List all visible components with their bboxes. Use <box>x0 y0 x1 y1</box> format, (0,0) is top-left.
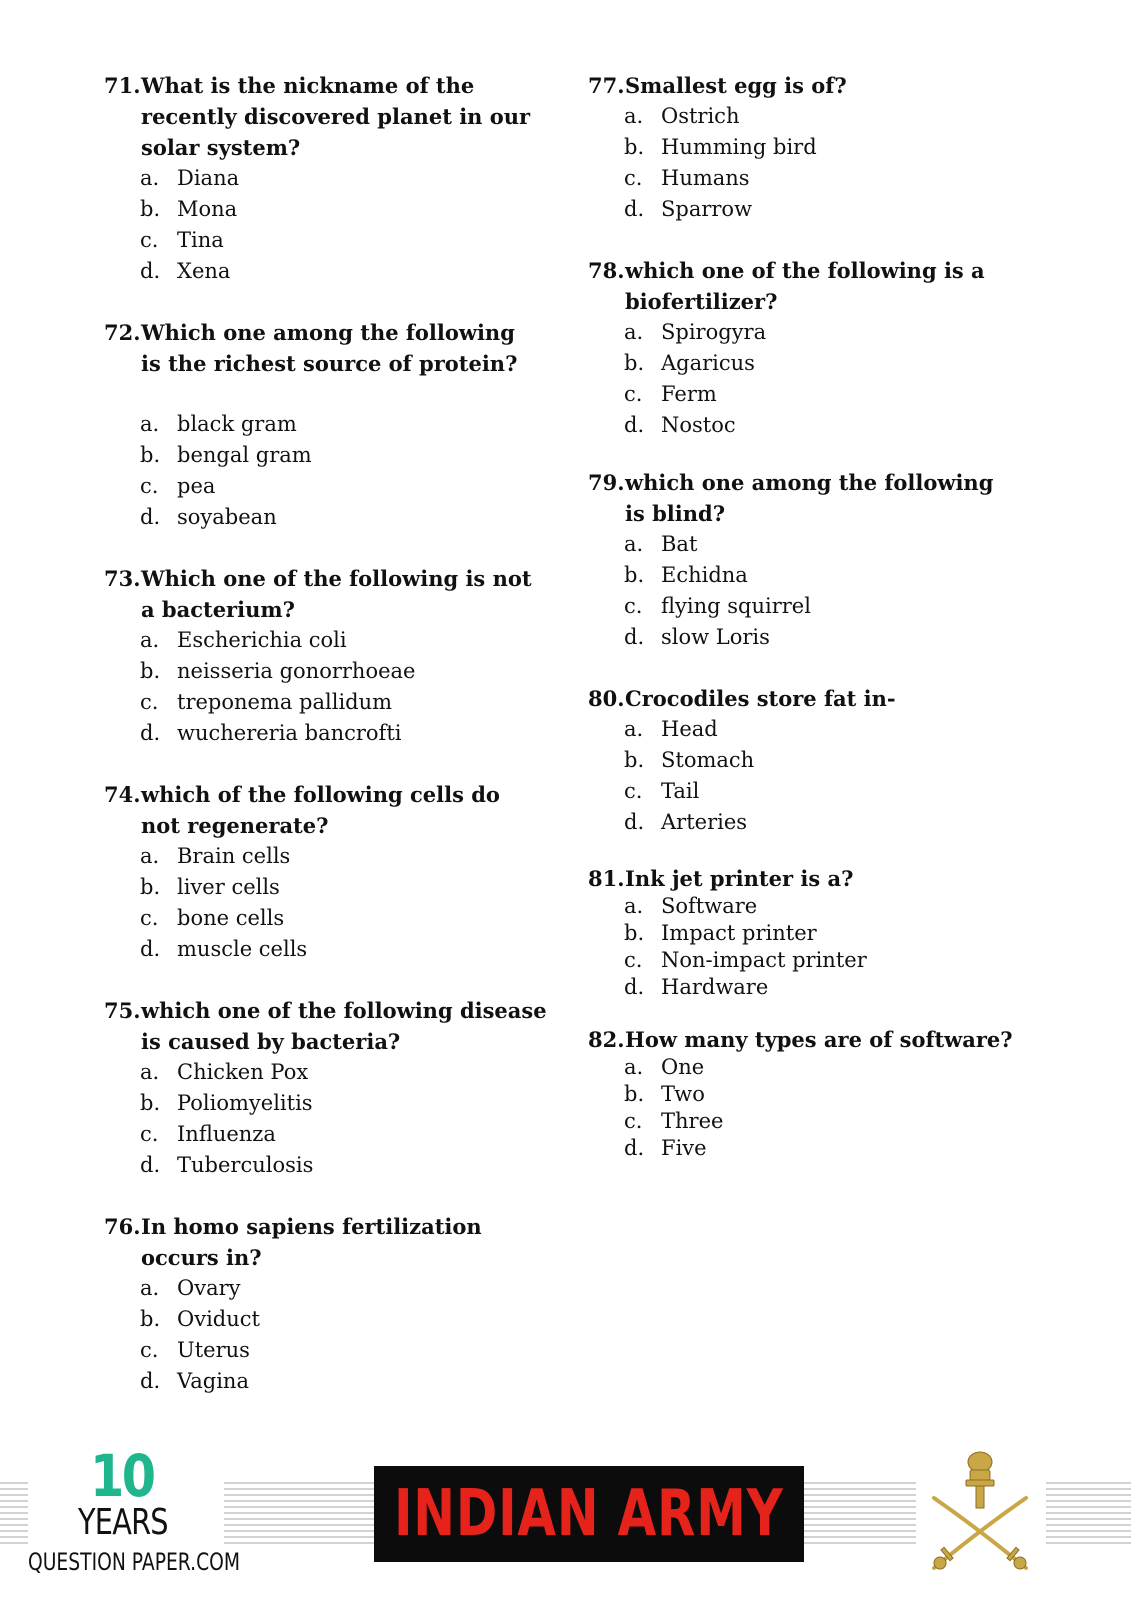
option-b <box>624 348 1028 379</box>
option-c <box>140 903 564 934</box>
option-text: One <box>661 1055 705 1079</box>
question-71 <box>104 70 564 287</box>
question-title <box>104 779 564 841</box>
option-d <box>624 194 1028 225</box>
question-number: 79. <box>588 470 625 495</box>
option-b <box>140 1088 564 1119</box>
question-text: Which one among the following is the richest source of protein? <box>141 320 518 376</box>
option-letter: d. <box>624 810 645 834</box>
question-text: which of the following cells do not regenerate? <box>141 782 500 838</box>
question-76 <box>104 1211 564 1397</box>
option-d <box>624 1135 1028 1162</box>
option-text: Stomach <box>661 748 755 772</box>
logo-site: QUESTION PAPER.COM <box>28 1548 241 1576</box>
option-c <box>624 379 1028 410</box>
option-d <box>140 934 564 965</box>
option-letter: d. <box>140 721 161 745</box>
option-letter: d. <box>624 197 645 221</box>
option-letter: c. <box>624 382 643 406</box>
option-text: Tina <box>177 228 224 252</box>
option-letter: c. <box>140 690 159 714</box>
option-text: Impact printer <box>661 921 817 945</box>
option-a <box>624 714 1028 745</box>
option-a <box>624 317 1028 348</box>
option-letter: d. <box>624 413 645 437</box>
option-letter: b. <box>140 1091 161 1115</box>
option-letter: c. <box>140 906 159 930</box>
option-letter: d. <box>140 259 161 283</box>
option-d <box>624 974 1028 1001</box>
option-d <box>140 1150 564 1181</box>
option-text: Non-impact printer <box>661 948 867 972</box>
question-text: In homo sapiens fertilization occurs in? <box>141 1214 482 1270</box>
option-text: Spirogyra <box>661 320 767 344</box>
option-text: Oviduct <box>177 1307 260 1331</box>
option-text: Escherichia coli <box>177 628 347 652</box>
option-letter: a. <box>624 1055 644 1079</box>
option-d <box>624 807 1028 838</box>
option-text: Humans <box>661 166 750 190</box>
option-list <box>588 714 1028 838</box>
question-81 <box>588 864 1028 1001</box>
option-text: pea <box>177 474 216 498</box>
banner-text: INDIAN ARMY <box>394 1477 784 1551</box>
option-text: Hardware <box>661 975 769 999</box>
option-b <box>624 132 1028 163</box>
question-title <box>588 683 1028 714</box>
option-letter: b. <box>140 875 161 899</box>
question-72 <box>104 317 564 533</box>
question-text: which one among the following is blind? <box>625 470 994 526</box>
option-b <box>140 1304 564 1335</box>
option-text: soyabean <box>177 505 277 529</box>
question-74 <box>104 779 564 965</box>
option-letter: c. <box>624 779 643 803</box>
option-text: flying squirrel <box>661 594 811 618</box>
option-letter: c. <box>624 1109 643 1133</box>
option-b <box>140 440 564 471</box>
option-letter: a. <box>140 1276 160 1300</box>
stripe-divider <box>1046 1482 1131 1546</box>
option-letter: a. <box>140 844 160 868</box>
right-column <box>588 70 1028 1162</box>
option-b <box>624 560 1028 591</box>
option-list <box>104 409 564 533</box>
option-letter: a. <box>624 894 644 918</box>
option-text: Chicken Pox <box>177 1060 309 1084</box>
option-letter: c. <box>624 594 643 618</box>
option-list <box>588 317 1028 441</box>
option-c <box>140 1335 564 1366</box>
option-letter: a. <box>140 412 160 436</box>
option-text: Software <box>661 894 758 918</box>
option-d <box>624 622 1028 653</box>
option-list <box>104 163 564 287</box>
option-text: wuchereria bancrofti <box>177 721 402 745</box>
option-text: Five <box>661 1136 707 1160</box>
option-letter: b. <box>624 351 645 375</box>
option-text: Xena <box>177 259 231 283</box>
option-text: Ferm <box>661 382 717 406</box>
option-a <box>140 625 564 656</box>
option-letter: a. <box>140 166 160 190</box>
option-a <box>624 893 1028 920</box>
option-text: bengal gram <box>177 443 312 467</box>
option-c <box>624 776 1028 807</box>
question-82 <box>588 1025 1028 1162</box>
option-letter: c. <box>140 1122 159 1146</box>
question-number: 80. <box>588 686 625 711</box>
option-text: neisseria gonorrhoeae <box>177 659 416 683</box>
question-number: 75. <box>104 998 141 1023</box>
option-c <box>140 1119 564 1150</box>
option-d <box>140 1366 564 1397</box>
option-a <box>140 1057 564 1088</box>
option-text: Diana <box>177 166 240 190</box>
option-text: Nostoc <box>661 413 736 437</box>
question-79 <box>588 467 1028 653</box>
option-text: treponema pallidum <box>177 690 393 714</box>
question-title <box>588 1025 1028 1054</box>
option-letter: b. <box>624 1082 645 1106</box>
option-text: Two <box>661 1082 705 1106</box>
option-text: Vagina <box>177 1369 249 1393</box>
question-title <box>588 467 1028 529</box>
option-letter: d. <box>140 505 161 529</box>
question-number: 74. <box>104 782 141 807</box>
brand-logo <box>26 1442 241 1596</box>
option-text: Brain cells <box>177 844 291 868</box>
option-letter: a. <box>140 1060 160 1084</box>
option-c <box>624 591 1028 622</box>
option-text: Poliomyelitis <box>177 1091 313 1115</box>
option-letter: b. <box>624 748 645 772</box>
option-text: Arteries <box>661 810 748 834</box>
option-c <box>624 163 1028 194</box>
question-number: 82. <box>588 1027 625 1052</box>
option-a <box>140 1273 564 1304</box>
option-a <box>624 1054 1028 1081</box>
option-b <box>140 194 564 225</box>
question-78 <box>588 255 1028 441</box>
question-number: 73. <box>104 566 141 591</box>
question-text: Which one of the following is not a bacterium? <box>141 566 532 622</box>
option-letter: a. <box>140 628 160 652</box>
option-letter: b. <box>624 563 645 587</box>
question-number: 78. <box>588 258 625 283</box>
option-text: bone cells <box>177 906 285 930</box>
option-c <box>624 1108 1028 1135</box>
option-d <box>140 502 564 533</box>
logo-years: YEARS <box>78 1502 168 1543</box>
option-list <box>104 1273 564 1397</box>
indian-army-banner <box>374 1466 804 1562</box>
option-letter: b. <box>624 135 645 159</box>
option-text: slow Loris <box>661 625 770 649</box>
option-text: Sparrow <box>661 197 753 221</box>
left-column <box>104 70 564 1397</box>
option-text: Humming bird <box>661 135 817 159</box>
option-list <box>104 841 564 965</box>
option-letter: c. <box>624 948 643 972</box>
option-text: Ostrich <box>661 104 740 128</box>
question-number: 72. <box>104 320 141 345</box>
option-c <box>140 687 564 718</box>
option-text: Echidna <box>661 563 748 587</box>
option-text: liver cells <box>177 875 280 899</box>
option-b <box>140 872 564 903</box>
option-a <box>624 101 1028 132</box>
spacer <box>104 379 564 409</box>
option-letter: b. <box>140 659 161 683</box>
question-title <box>104 995 564 1057</box>
option-list <box>588 893 1028 1001</box>
option-letter: b. <box>140 197 161 221</box>
question-title <box>588 255 1028 317</box>
question-text: which one of the following disease is caused by bacteria? <box>141 998 547 1054</box>
option-letter: a. <box>624 104 644 128</box>
option-a <box>140 163 564 194</box>
question-title <box>104 317 564 379</box>
option-text: Tail <box>661 779 700 803</box>
option-letter: d. <box>624 975 645 999</box>
question-text: Crocodiles store fat in- <box>625 686 896 711</box>
question-title <box>104 563 564 625</box>
option-letter: b. <box>624 921 645 945</box>
option-text: Head <box>661 717 718 741</box>
option-d <box>140 718 564 749</box>
option-letter: d. <box>140 1153 161 1177</box>
question-text: What is the nickname of the recently discovered planet in our solar system? <box>141 73 531 160</box>
question-title <box>588 864 1028 893</box>
option-letter: d. <box>624 625 645 649</box>
stripe-divider <box>0 1482 28 1546</box>
option-letter: c. <box>140 228 159 252</box>
option-list <box>104 1057 564 1181</box>
option-letter: a. <box>624 320 644 344</box>
page-footer <box>0 1440 1131 1600</box>
option-c <box>140 225 564 256</box>
option-text: Mona <box>177 197 238 221</box>
option-text: Three <box>661 1109 724 1133</box>
option-a <box>624 529 1028 560</box>
option-letter: c. <box>140 1338 159 1362</box>
question-number: 77. <box>588 73 625 98</box>
option-letter: c. <box>140 474 159 498</box>
question-73 <box>104 563 564 749</box>
option-list <box>588 1054 1028 1162</box>
option-letter: c. <box>624 166 643 190</box>
option-c <box>624 947 1028 974</box>
option-text: Agaricus <box>661 351 755 375</box>
option-b <box>624 1081 1028 1108</box>
logo-number: 10 <box>90 1442 154 1510</box>
option-text: Uterus <box>177 1338 250 1362</box>
question-title <box>104 1211 564 1273</box>
option-letter: d. <box>140 1369 161 1393</box>
question-number: 71. <box>104 73 141 98</box>
stripe-divider <box>224 1482 374 1546</box>
option-letter: b. <box>140 1307 161 1331</box>
question-77 <box>588 70 1028 225</box>
question-title <box>104 70 564 163</box>
option-a <box>140 409 564 440</box>
option-text: muscle cells <box>177 937 308 961</box>
option-text: Ovary <box>177 1276 241 1300</box>
option-c <box>140 471 564 502</box>
option-b <box>140 656 564 687</box>
army-emblem-svg <box>920 1440 1040 1590</box>
army-emblem-crossed-swords-icon <box>920 1440 1040 1590</box>
option-text: Influenza <box>177 1122 276 1146</box>
option-a <box>140 841 564 872</box>
option-letter: b. <box>140 443 161 467</box>
question-80 <box>588 683 1028 838</box>
question-title <box>588 70 1028 101</box>
option-text: Tuberculosis <box>177 1153 314 1177</box>
option-d <box>140 256 564 287</box>
option-b <box>624 920 1028 947</box>
option-b <box>624 745 1028 776</box>
question-text: which one of the following is a biofertilizer? <box>625 258 985 314</box>
question-text: Ink jet printer is a? <box>625 866 854 891</box>
question-75 <box>104 995 564 1181</box>
stripe-divider <box>804 1482 916 1546</box>
option-letter: d. <box>140 937 161 961</box>
option-letter: a. <box>624 717 644 741</box>
option-list <box>104 625 564 749</box>
option-text: Bat <box>661 532 698 556</box>
option-letter: d. <box>624 1136 645 1160</box>
question-number: 76. <box>104 1214 141 1239</box>
option-list <box>588 529 1028 653</box>
question-number: 81. <box>588 866 625 891</box>
question-text: How many types are of software? <box>625 1027 1013 1052</box>
question-text: Smallest egg is of? <box>625 73 847 98</box>
option-text: black gram <box>177 412 297 436</box>
option-list <box>588 101 1028 225</box>
option-d <box>624 410 1028 441</box>
option-letter: a. <box>624 532 644 556</box>
